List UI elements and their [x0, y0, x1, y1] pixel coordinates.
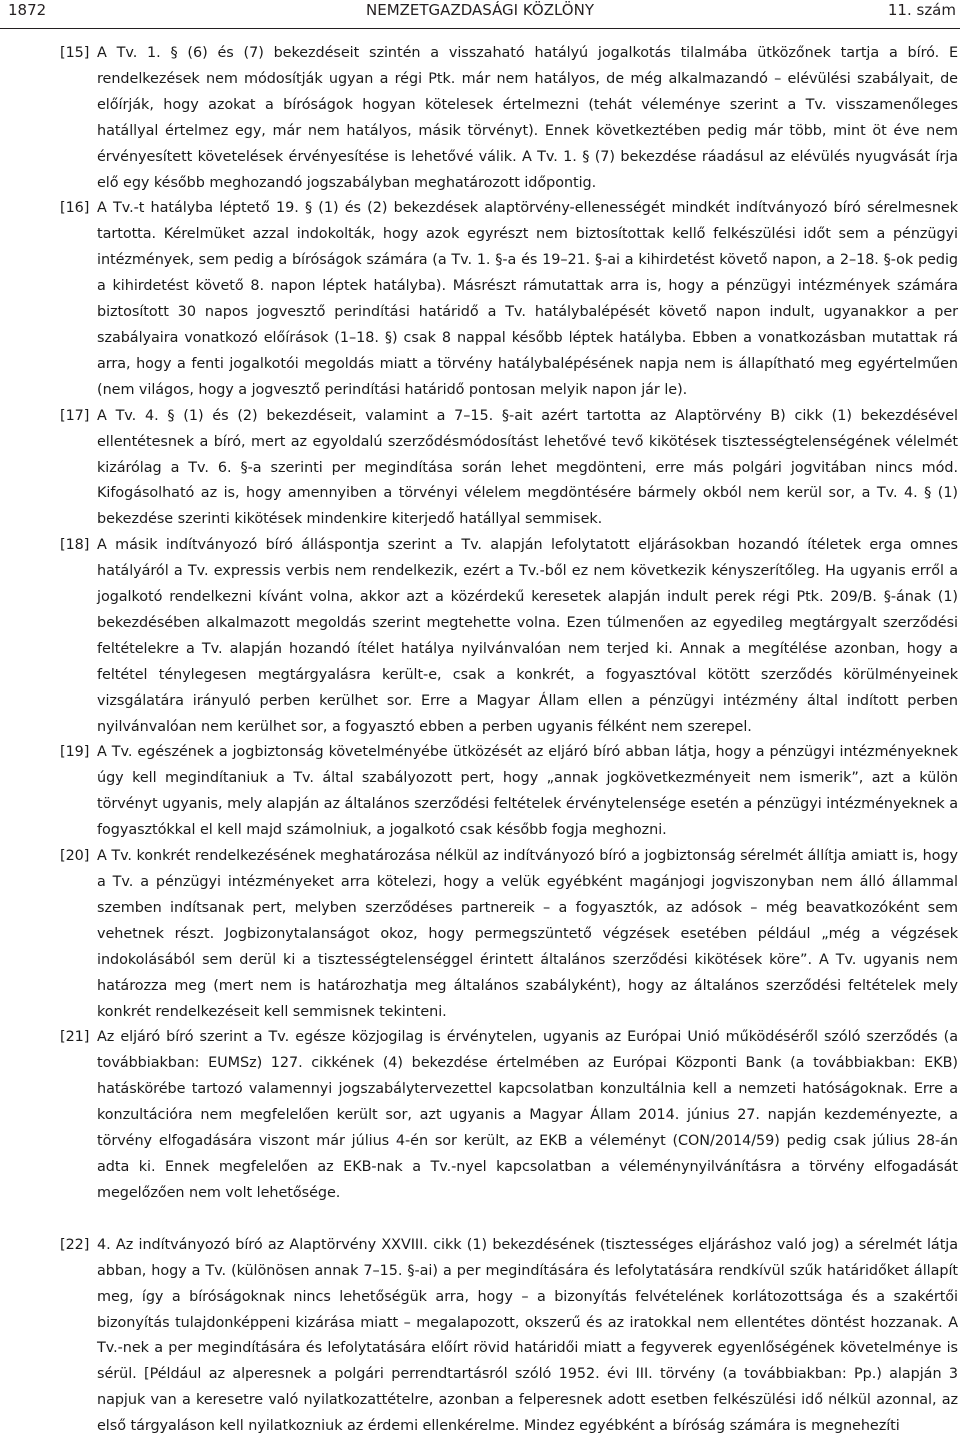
paragraph-number: [18]	[60, 537, 90, 554]
paragraph-number: [15]	[60, 45, 90, 61]
paragraph-20	[60, 844, 958, 1025]
page-header	[0, 0, 960, 24]
paragraph-number: [16]	[60, 200, 90, 217]
issue-number: 11. szám	[887, 1, 956, 19]
paragraph-number: [20]	[60, 848, 90, 865]
paragraph-text: 4. Az indítványozó bíró az Alaptörvény XXVIII. cikk (1) bekezdésének (tisztességes eljáráshoz való jog) a sérelmét látja abban, hogy a Tv. (különösen annak 7–15. §-ai) a per megindítására és lefolytatására rendkívül szűk határidőket állapít meg, így a bíróságoknak nincs lehetőségük arra, hogy – a bizonyítás felvételének korlátozottsága és a szakértői bizonyítás tulajdonképpeni kizárása miatt – megalapozott, okszerű és az iratokkal nem ellentétes döntést hozzanak. A Tv.-nek a per megindítására és lefolytatására előírt rövid határidői miatt a fegyverek egyenlőségének követelménye is sérül. [Például az alperesnek a polgári perrendtartásról szóló 1952. évi III. törvény (a továbbiakban: Pp.) alapján 3 napjuk van a keresetre való nyilatkozattételre, azonban a felperesnek adott esetben felkészülési idő nélkül azonnal, az első tárgyaláson kell nyilatkozniuk az érdemi ellenkérelme. Mindez egyébként a bíróság számára is megnehezíti	[97, 1236, 958, 1435]
paragraph-number: [17]	[60, 407, 90, 424]
paragraph-16	[60, 196, 958, 403]
publication-title: NEMZETGAZDASÁGI KÖZLÖNY	[366, 1, 594, 19]
paragraph-number: [19]	[60, 744, 90, 761]
paragraph-text: Az eljáró bíró szerint a Tv. egésze közjogilag is érvénytelen, ugyanis az Európai Unió működéséről szóló szerződés (a továbbiakban: EUMSz) 127. cikkének (4) bekezdése értelmében az Európai Központi Bank (a továbbiakban: EKB) hatáskörébe tartozó valamennyi jogszabálytervezettel kapcsolatban konzultálnia kell a nemzeti hatóságoknak. Erre a konzultációra nem megfelelően került sor, azt ugyanis a Magyar Állam 2014. június 27. napján kezdeményezte, a törvény elfogadására viszont már július 4-én sor került, az EKB a véleményt (CON/2014/59) pedig csak július 28-án adta ki. Ennek megfelelően az EKB-nak a Tv.-nyel kapcsolatban a véleménynyilvánításra a törvény elfogadását megelőzően nem volt lehetősége.	[97, 1029, 958, 1201]
paragraph-18	[60, 533, 958, 740]
paragraph-19	[60, 740, 958, 844]
paragraph-text: A Tv. 4. § (1) és (2) bekezdéseit, valamint a 7–15. §-ait azért tartotta az Alaptörvény B) cikk (1) bekezdésével ellentétesnek a bíró, mert az egyoldalú szerződésmódosítást lehetővé tevő kikötések tisztességtelenségének vélelmét kizárólag a Tv. 6. §-a szerinti per megindítása során lehet megdönteni, erre más polgári jogvitában nincs mód. Kifogásolható az is, hogy amennyiben a törvényi vélelem megdöntésére bármely okból nem kerül sor, a Tv. 4. § (1) bekezdése szerinti kikötések mindenkire kiterjedő hatállyal semmisek.	[97, 407, 958, 528]
header-divider	[0, 28, 960, 29]
document-body	[60, 41, 958, 1440]
paragraph-text: A Tv.-t hatályba léptető 19. § (1) és (2) bekezdések alaptörvény-ellenességét mindkét indítványozó bíró sérelmesnek tartotta. Kérelmüket azzal indokolták, hogy azok egyrészt nem biztosítottak kellő felkészülési időt sem a pénzügyi intézmények, sem pedig a bíróságok számára (a Tv. 1. §-a és 19–21. §-ai a kihirdetést követő napon, a 2–18. §-ok pedig a kihirdetést követő 8. napon léptek hatályba). Másrészt rámutattak arra is, hogy a pénzügyi intézmények számára biztosított 30 napos jogvesztő perindítási határidő a Tv. hatálybalépését követő napon indult, ugyanakkor a per szabályaira vonatkozó előírások (1–18. §) csak 8 nappal később léptek hatályba. Ebben a vonatkozásban mutattak rá arra, hogy a fenti jogalkotói megoldás miatt a törvény hatálybalépésének napja nem is állapítható meg egyértelműen (nem világos, hogy a jogvesztő perindítási határidő pontosan melyik napon jár le).	[97, 200, 958, 398]
paragraph-text: A másik indítványozó bíró álláspontja szerint a Tv. alapján lefolytatott eljárásokban hozandó ítéletek erga omnes hatályáról a Tv. expressis verbis nem rendelkezik, ezért a Tv.-ből ez nem következik kényszerítőleg. Ha ugyanis erről a jogalkotó rendelkezni kívánt volna, akkor azt a közérdekű keresetek alapján indult perek régi Ptk. 209/B. §-ának (1) bekezdésében alkalmazott megoldás szerint megtehette volna. Ezen túlmenően az egyedileg megtárgyalt szerződési feltételekre a Tv. alapján hozandó ítélet hatálya nyilvánvalóan nem terjed ki. Annak a megítélése azonban, hogy a feltétel ténylegesen megtárgyalásra került-e, csak a konkrét, a fogyasztóval kötött szerződés körülményeinek vizsgálatára irányuló perben kerülhet sor. Erre a Magyar Állam ellen a pénzügyi intézmény által indított perben nyilvánvalóan nem kerülhet sor, a fogyasztó ebben a perben ugyanis félként nem szerepel.	[97, 537, 958, 735]
paragraph-17	[60, 404, 958, 534]
paragraph-15	[60, 41, 958, 196]
paragraph-text: A Tv. konkrét rendelkezésének meghatározása nélkül az indítványozó bíró a jogbiztonság sérelmét állítja amiatt is, hogy a Tv. a pénzügyi intézményeket arra kötelezi, hogy a velük egyébként magánjogi jogviszonyban nem álló állammal szemben indítsanak pert, melyben szerződéses partnereik – a fogyasztók, az adósok – még beavatkozóként sem vehetnek részt. Jogbizonytalanságot okoz, hogy permegszüntető végzések esetében például „még a végzések indokolásából sem derül ki a tisztességtelenséggel érintett általános szerződési kikötések köre”. A Tv. ugyanis nem határozza meg (mert nem is határozhatja meg általános szabályként), hogy az általános szerződési feltételek mely konkrét rendelkezéseit kell semmisnek tekinteni.	[97, 848, 958, 1020]
paragraph-21	[60, 1025, 958, 1206]
paragraph-number: [21]	[60, 1029, 90, 1046]
page-number: 1872	[8, 1, 47, 19]
paragraph-text: A Tv. egészének a jogbiztonság követelményébe ütközését az eljáró bíró abban látja, hogy a pénzügyi intézményeknek úgy kell megindítaniuk a Tv. által szabályozott pert, hogy „annak jogkövetkezményeit nem ismerik”, azt a külön törvényt ugyanis, mely alapján az általános szerződési feltételek érvénytelensége esetén a pénzügyi intézményeknek a fogyasztókkal el kell majd számolniuk, a jogalkotó csak később fogja meghozni.	[97, 744, 958, 839]
paragraph-text: A Tv. 1. § (6) és (7) bekezdéseit szintén a visszaható hatályú jogalkotás tilalmába ütközőnek tartja a bíró. E rendelkezések nem módosítják ugyan a régi Ptk. már nem hatályos, de még alkalmazandó – elévülési szabályait, de előírják, hogy azokat a bíróságok hogyan kötelesek értelmezni (tehát véleménye szerint a Tv. visszamenőleges hatállyal értelmez egy, már nem hatályos, másik törvényt). Ennek következtében pedig már több, mint öt éve nem érvényesített követelések érvényesítése is lehetővé válik. A Tv. 1. § (7) bekezdése ráadásul az elévülés nyugvását írja elő egy később meghozandó jogszabályban meghatározott időpontig.	[97, 45, 958, 191]
paragraph-22	[60, 1233, 958, 1440]
paragraph-number: [22]	[60, 1236, 90, 1253]
